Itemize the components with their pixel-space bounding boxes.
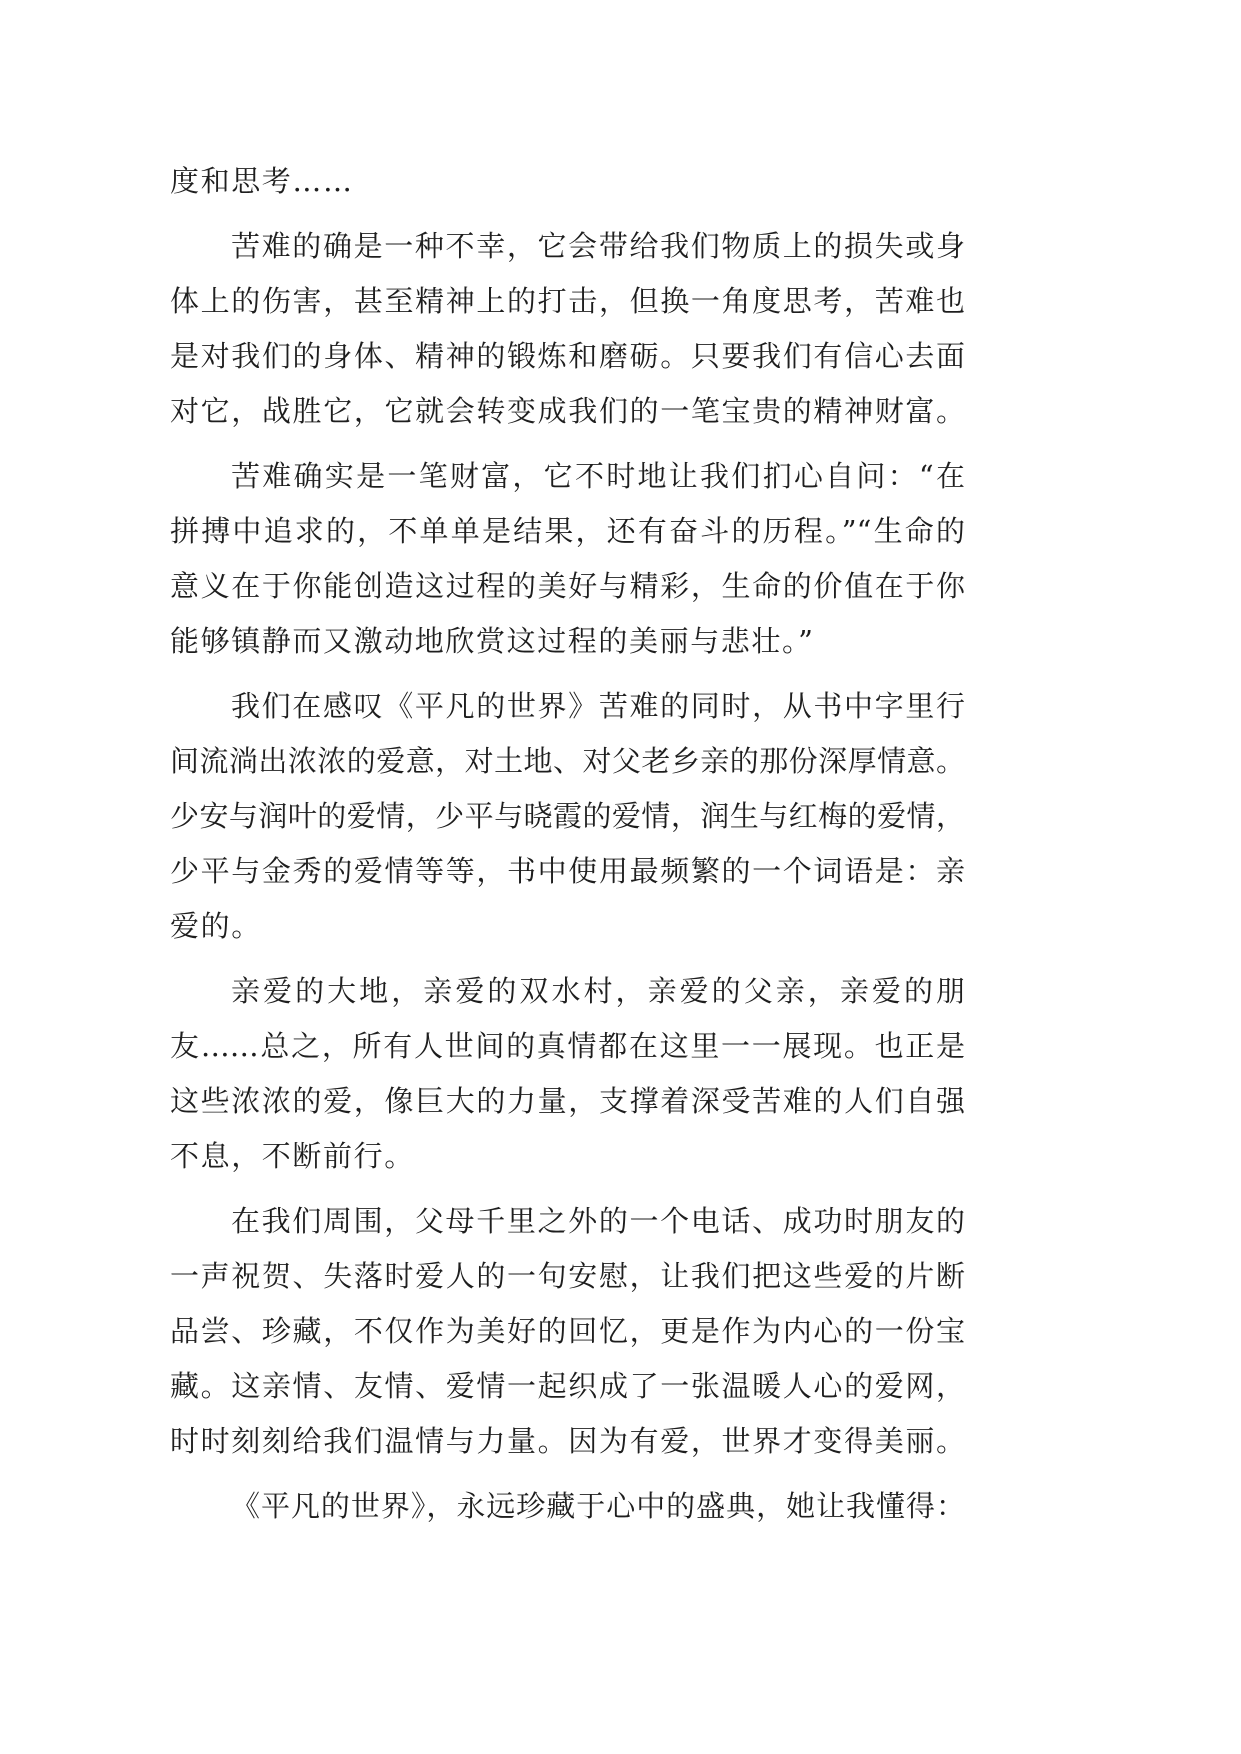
paragraph-line: 能够镇静而又激动地欣赏这过程的美丽与悲壮。”	[170, 624, 815, 658]
paragraph-line: 品尝、珍藏，不仅作为美好的回忆，更是作为内心的一份宝	[170, 1314, 965, 1348]
paragraph-line: 对它，战胜它，它就会转变成我们的一笔宝贵的精神财富。	[170, 394, 965, 428]
paragraph-line: 在我们周围，父母千里之外的一个电话、成功时朋友的	[231, 1204, 965, 1238]
paragraph-line: 藏。这亲情、友情、爱情一起织成了一张温暖人心的爱网，	[170, 1369, 965, 1403]
paragraph-line: 少平与金秀的爱情等等，书中使用最频繁的一个词语是：亲	[170, 854, 965, 888]
paragraph-line: 亲爱的大地，亲爱的双水村，亲爱的父亲，亲爱的朋	[231, 974, 965, 1008]
paragraph-line: 我们在感叹《平凡的世界》苦难的同时，从书中字里行	[231, 689, 965, 723]
paragraph-line: 度和思考……	[170, 164, 354, 198]
paragraph	[170, 1479, 965, 1534]
paragraph	[170, 679, 965, 954]
paragraph-line: 苦难的确是一种不幸，它会带给我们物质上的损失或身	[231, 229, 965, 263]
paragraph-line: 少安与润叶的爱情，少平与晓霞的爱情，润生与红梅的爱情，	[170, 799, 965, 833]
paragraph-line: 这些浓浓的爱，像巨大的力量，支撑着深受苦难的人们自强	[170, 1084, 965, 1118]
paragraph	[170, 1194, 965, 1469]
body-text	[170, 154, 965, 1534]
paragraph-line: 苦难确实是一笔财富，它不时地让我们扪心自问：“在	[231, 459, 965, 493]
paragraph-line: 《平凡的世界》，永远珍藏于心中的盛典，她让我懂得：	[231, 1489, 965, 1523]
paragraph-line: 拼搏中追求的，不单单是结果，还有奋斗的历程。”“生命的	[170, 514, 965, 548]
paragraph-line: 一声祝贺、失落时爱人的一句安慰，让我们把这些爱的片断	[170, 1259, 965, 1293]
paragraph	[170, 219, 965, 439]
paragraph-line: 不息，不断前行。	[170, 1139, 415, 1173]
paragraph	[170, 449, 965, 669]
paragraph-line: 意义在于你能创造这过程的美好与精彩，生命的价值在于你	[170, 569, 965, 603]
paragraph-line: 爱的。	[170, 909, 262, 943]
paragraph	[170, 154, 965, 209]
paragraph-line: 是对我们的身体、精神的锻炼和磨砺。只要我们有信心去面	[170, 339, 965, 373]
paragraph-line: 友……总之，所有人世间的真情都在这里一一展现。也正是	[170, 1029, 965, 1063]
paragraph-line: 间流淌出浓浓的爱意，对土地、对父老乡亲的那份深厚情意。	[170, 744, 965, 778]
paragraph	[170, 964, 965, 1184]
paragraph-line: 体上的伤害，甚至精神上的打击，但换一角度思考，苦难也	[170, 284, 965, 318]
paragraph-line: 时时刻刻给我们温情与力量。因为有爱，世界才变得美丽。	[170, 1424, 965, 1458]
